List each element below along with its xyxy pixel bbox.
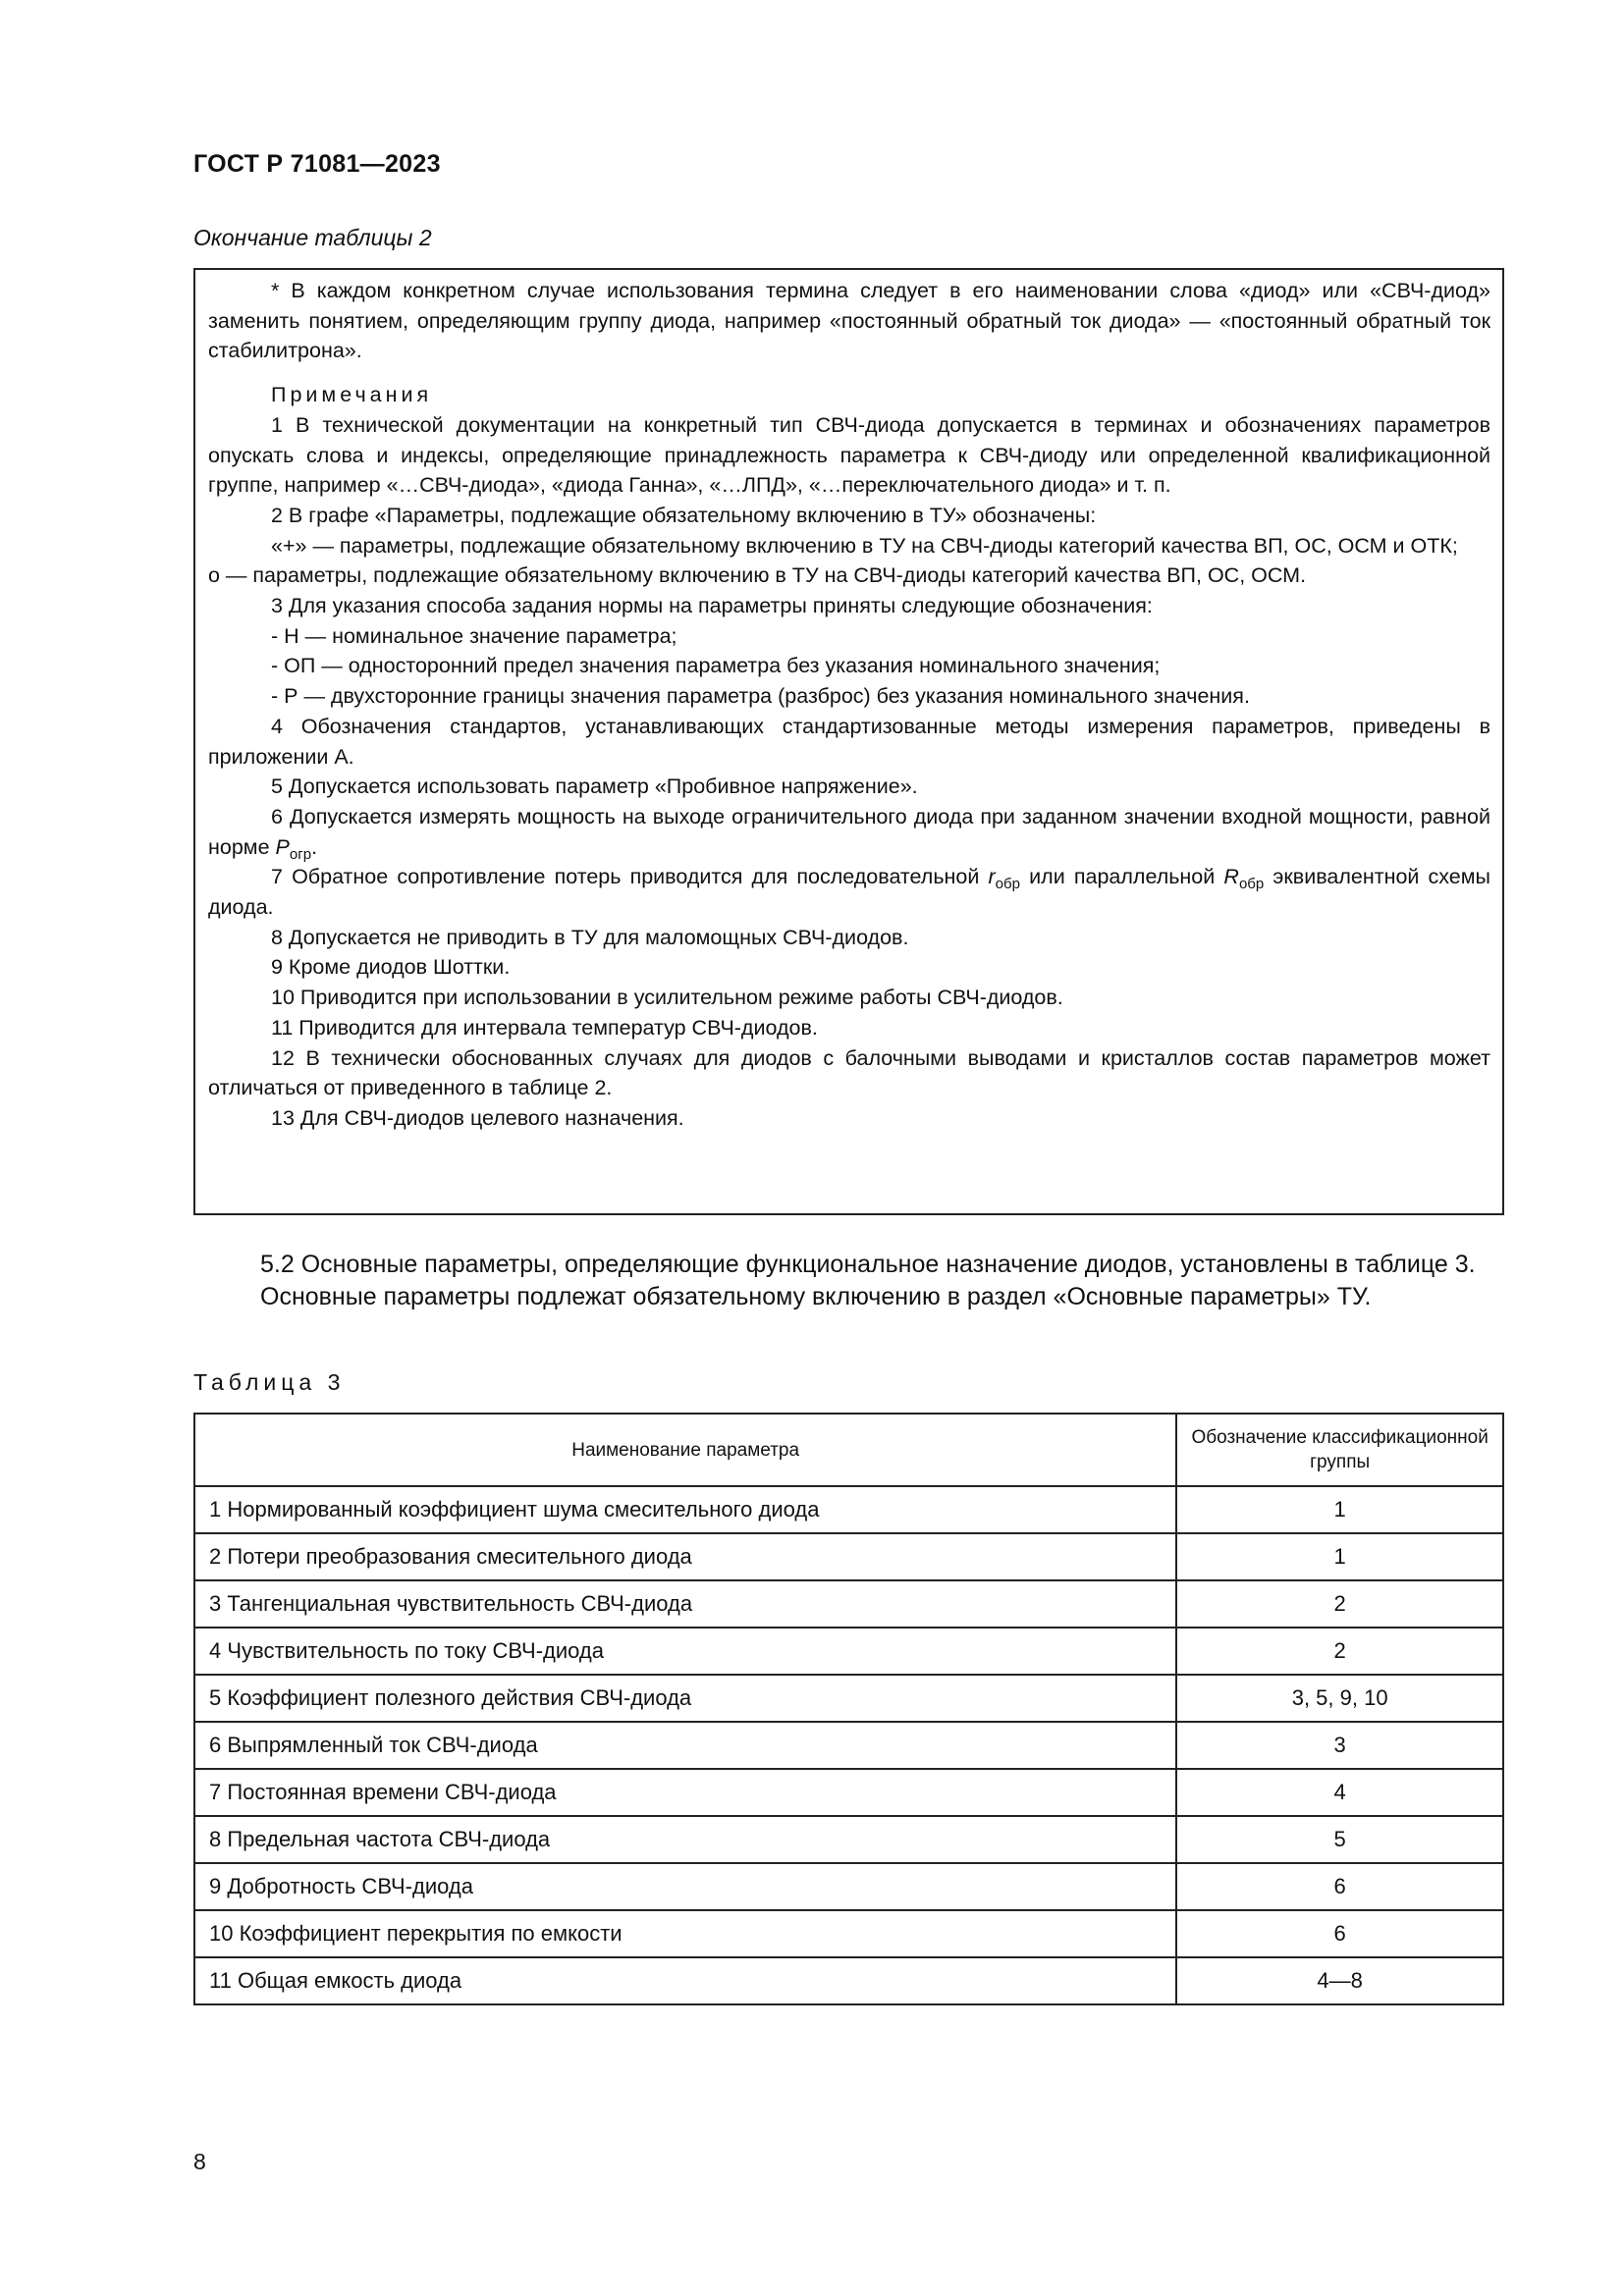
table-continuation-caption: Окончание таблицы 2	[193, 225, 432, 250]
table3-body	[194, 1486, 1503, 2004]
note-3: 3 Для указания способа задания нормы на параметры приняты следующие обозначения:	[271, 594, 1153, 618]
section-5-2-text	[193, 1249, 1504, 1313]
note-5: 5 Допускается использовать параметр «Пробивное напряжение».	[271, 774, 918, 799]
group-cell: 2	[1176, 1580, 1503, 1628]
note-11: 11 Приводится для интервала температур СВЧ-диодов.	[271, 1015, 818, 1040]
note-12: 12 В технически обоснованных случаях для диодов с балочными выводами и кристаллов состав параметров может отличаться от приведенного в таблице 2.	[208, 1045, 1490, 1100]
param-name-cell: 8 Предельная частота СВЧ-диода	[194, 1816, 1176, 1863]
note-2a: «+» — параметры, подлежащие обязательному включению в ТУ на СВЧ-диоды категорий качества ВП, ОС, ОСМ и ОТК;	[271, 533, 1458, 558]
note-6: 6 Допускается измерять мощность на выходе ограничительного диода при заданном значении входной мощности, равной норме $P_{огр}$.	[208, 804, 1490, 863]
note-1: 1 В технической документации на конкретный тип СВЧ-диода допускается в терминах и обозначениях параметров опускать слова и индексы, определяющие принадлежность параметра к СВЧ-диоду или определенной квалификационной группе, например «…СВЧ-диода», «диода Ганна», «…ЛПД», «…переключательного диода» и т. п.	[208, 412, 1490, 498]
group-cell: 4	[1176, 1769, 1503, 1816]
table-row	[194, 1816, 1503, 1863]
table-row	[194, 1769, 1503, 1816]
table2-notes-box	[193, 268, 1504, 1215]
symbol-r: r	[988, 865, 996, 889]
note-8: 8 Допускается не приводить в ТУ для маломощных СВЧ-диодов.	[271, 925, 909, 949]
param-name-cell: 3 Тангенциальная чувствительность СВЧ-диода	[194, 1580, 1176, 1628]
param-name-cell: 9 Добротность СВЧ-диода	[194, 1863, 1176, 1910]
param-name-cell: 10 Коэффициент перекрытия по емкости	[194, 1910, 1176, 1957]
col-header-name: Наименование параметра	[194, 1414, 1176, 1486]
note-4: 4 Обозначения стандартов, устанавливающих стандартизованные методы измерения параметров, приведены в приложении А.	[208, 714, 1490, 769]
paragraph-1: 5.2 Основные параметры, определяющие функциональное назначение диодов, установлены в таблице 3.	[260, 1251, 1476, 1278]
table-row	[194, 1628, 1503, 1675]
notes-title: Примечания	[271, 383, 433, 407]
note-9: 9 Кроме диодов Шоттки.	[271, 955, 511, 980]
table-row	[194, 1675, 1503, 1722]
note-2: 2 В графе «Параметры, подлежащие обязательному включению в ТУ» обозначены:	[271, 503, 1097, 527]
group-cell: 6	[1176, 1910, 1503, 1957]
note-3c: - Р — двухсторонние границы значения параметра (разброс) без указания номинального значения.	[271, 684, 1250, 709]
note-3b: - ОП — односторонний предел значения параметра без указания номинального значения;	[271, 654, 1161, 678]
group-cell: 4—8	[1176, 1957, 1503, 2004]
group-cell: 1	[1176, 1533, 1503, 1580]
spacer	[208, 366, 1490, 380]
document-header: ГОСТ Р 71081—2023	[193, 150, 441, 178]
group-cell: 3, 5, 9, 10	[1176, 1675, 1503, 1722]
symbol-p: P	[275, 834, 290, 859]
paragraph-2: Основные параметры подлежат обязательному включению в раздел «Основные параметры» ТУ.	[260, 1283, 1372, 1310]
col-header-group: Обозначение классификационной группы	[1176, 1414, 1503, 1486]
param-name-cell: 5 Коэффициент полезного действия СВЧ-диода	[194, 1675, 1176, 1722]
note-13: 13 Для СВЧ-диодов целевого назначения.	[271, 1105, 684, 1130]
table-header-row	[194, 1414, 1503, 1486]
table3-title: Таблица 3	[193, 1369, 346, 1395]
table3	[193, 1413, 1504, 2005]
param-name-cell: 6 Выпрямленный ток СВЧ-диода	[194, 1722, 1176, 1769]
param-name-cell: 7 Постоянная времени СВЧ-диода	[194, 1769, 1176, 1816]
table-row	[194, 1533, 1503, 1580]
symbol-R: R	[1223, 865, 1239, 889]
table-row	[194, 1957, 1503, 2004]
page-number: 8	[193, 2149, 206, 2174]
table-row	[194, 1910, 1503, 1957]
param-name-cell: 4 Чувствительность по току СВЧ-диода	[194, 1628, 1176, 1675]
group-cell: 6	[1176, 1863, 1503, 1910]
group-cell: 1	[1176, 1486, 1503, 1533]
table-row	[194, 1863, 1503, 1910]
note-10: 10 Приводится при использовании в усилительном режиме работы СВЧ-диодов.	[271, 986, 1063, 1010]
param-name-cell: 1 Нормированный коэффициент шума смесительного диода	[194, 1486, 1176, 1533]
note-3a: - Н — номинальное значение параметра;	[271, 623, 677, 648]
param-name-cell: 11 Общая емкость диода	[194, 1957, 1176, 2004]
group-cell: 5	[1176, 1816, 1503, 1863]
footnote: * В каждом конкретном случае использования термина следует в его наименовании слова «диод» или «СВЧ-диод» заменить понятием, определяющим группу диода, например «постоянный обратный ток диода» — «постоянный обратный ток стабилитрона».	[208, 279, 1490, 363]
table-row	[194, 1580, 1503, 1628]
table-row	[194, 1722, 1503, 1769]
param-name-cell: 2 Потери преобразования смесительного диода	[194, 1533, 1176, 1580]
note-2b: о — параметры, подлежащие обязательному включению в ТУ на СВЧ-диоды категорий качества ВП, ОС, ОСМ.	[208, 563, 1307, 588]
group-cell: 3	[1176, 1722, 1503, 1769]
group-cell: 2	[1176, 1628, 1503, 1675]
table-row	[194, 1486, 1503, 1533]
note-7: 7 Обратное сопротивление потерь приводится для последовательной $r_{обр}$ или параллельной $R_{обр}$ эквивалентной схемы диода.	[208, 865, 1491, 920]
